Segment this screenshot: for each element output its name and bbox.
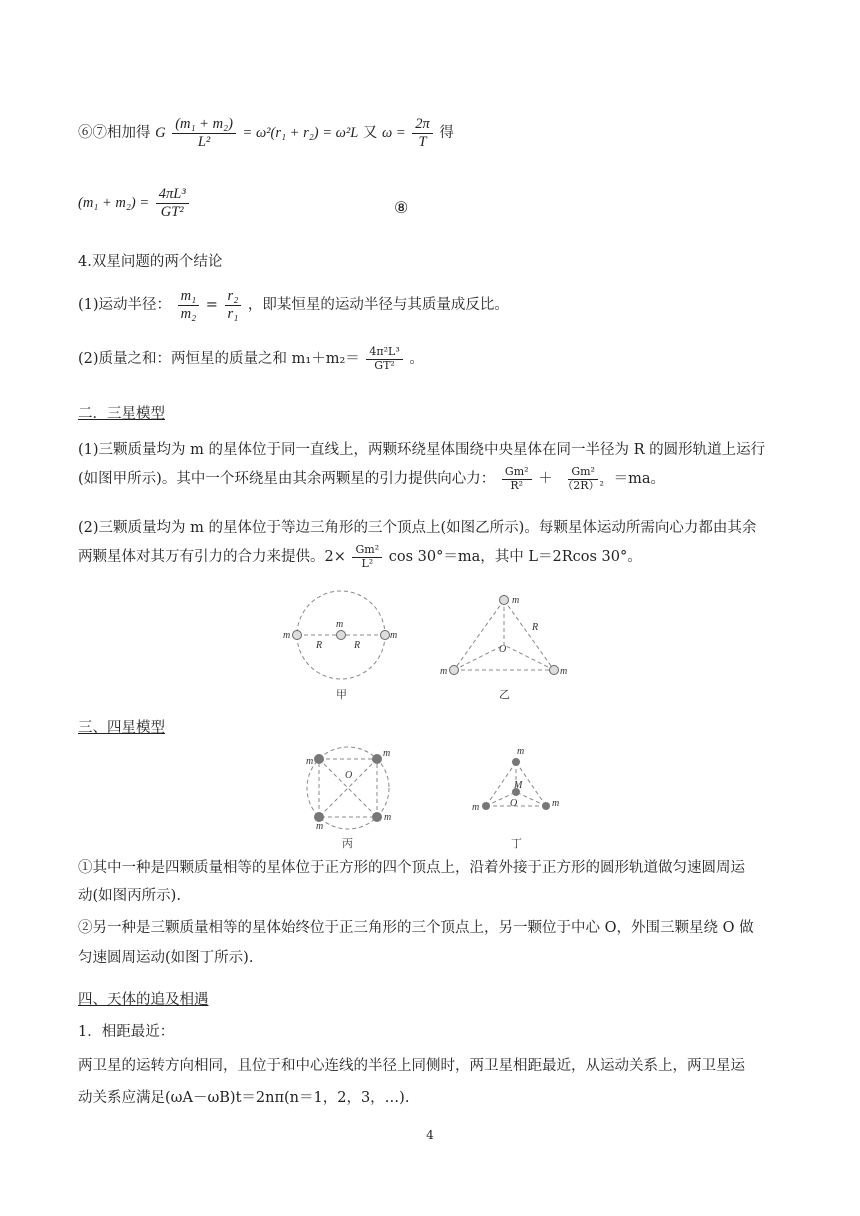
conclusion-2-prefix: (2)质量之和：两恒星的质量之和 m₁＋m₂＝: [78, 351, 360, 368]
formula-mass: [78, 186, 191, 220]
conclusion-1: [78, 288, 509, 322]
section4-title: 4.双星问题的两个结论: [78, 254, 223, 270]
formula-sum-prefix: ⑥⑦相加得: [78, 125, 151, 142]
bing-star-tl: [314, 754, 324, 764]
conclusion-1-left-frac: [178, 288, 200, 322]
bing-star-tr: [372, 754, 382, 764]
bing-caption: 丙: [342, 838, 353, 850]
ding-label-m-top: m: [517, 746, 525, 757]
jia-label-m-center: m: [336, 619, 344, 630]
formula-sum-den: L²: [197, 133, 211, 150]
yi-label-O: O: [499, 644, 507, 655]
ding-label-m-right: m: [552, 798, 560, 809]
yi-star-left: [450, 666, 459, 675]
yi-radius-right: [504, 645, 554, 670]
yi-caption: 乙: [499, 689, 510, 701]
three-p1-line1: (1)三颗质量均为 m 的星体位于同一直线上，两颗环绕星体围绕中央星体在同一半径为 R 的圆形轨道上运行: [78, 442, 766, 458]
jia-label-R-right: R: [354, 640, 361, 651]
bing-label-m-tl: m: [306, 756, 314, 767]
ding-label-O: O: [510, 798, 518, 809]
yi-side-right: [504, 600, 554, 670]
heading-chase: 四、天体的追及相遇: [78, 992, 209, 1008]
conclusion-2-frac: [366, 346, 402, 372]
yi-label-m-left: m: [440, 666, 448, 677]
formula-mass-num: 4πL³: [156, 186, 189, 204]
bing-square: [319, 759, 377, 817]
formula-sum-rhs: = ω²(r₁ + r₂) = ω²L: [242, 125, 359, 142]
yi-star-top: [500, 596, 509, 605]
yi-side-left: [454, 600, 507, 670]
conclusion-1-prefix: (1)运动半径：: [78, 297, 172, 314]
formula-omega-fraction: [412, 116, 433, 150]
jia-label-R-left: R: [316, 640, 323, 651]
chase-sub1: 1．相距最近：: [78, 1024, 175, 1040]
ding-star-left: [482, 802, 490, 810]
three-f2: [559, 466, 607, 492]
three-p1-line2: [78, 466, 665, 492]
three-p2-frac: [352, 544, 382, 570]
bing-diagonal-2: [319, 759, 377, 817]
formula-sum-get: 得: [439, 125, 454, 142]
formula-sum-G: G: [155, 125, 166, 142]
conclusion-1-right-frac: [225, 288, 242, 322]
conclusion-1-eq: =: [205, 297, 218, 314]
three-p2-line2b: cos 30°＝ma，其中 L＝2Rcos 30°。: [388, 549, 642, 566]
formula-sum-omega: ω =: [382, 125, 406, 142]
conclusion-2-num: 4π²L³: [366, 346, 402, 360]
jia-label-m-right: m: [390, 630, 398, 641]
formula-mass-fraction: [156, 186, 189, 220]
jia-star-right: [381, 631, 390, 640]
heading-three-star: 二．三星模型: [78, 406, 165, 422]
yi-radius-left: [454, 644, 507, 670]
yi-label-m-right: m: [560, 666, 568, 677]
three-f2-den: （2R）²: [562, 478, 604, 492]
bing-label-O: O: [345, 770, 353, 781]
three-f2-num: Gm²: [568, 466, 598, 480]
jia-star-center: [337, 631, 346, 640]
formula-sum-fraction: [172, 116, 236, 150]
ding-caption: 丁: [511, 838, 522, 850]
conclusion-1-left-den: m₂: [180, 305, 197, 322]
figure-yi: [436, 590, 576, 706]
page-number: 4: [426, 1128, 434, 1142]
formula-tag: ⑧: [394, 198, 409, 217]
three-p2-line1: (2)三颗质量均为 m 的星体位于等边三角形的三个顶点上(如图乙所示)。每颗星体运动所需向心力都由其余: [78, 520, 757, 536]
yi-label-m-top: m: [512, 595, 520, 606]
formula-mass-den: GT²: [160, 203, 184, 220]
bing-label-m-bl: m: [316, 821, 324, 832]
formula-sum-num: (m₁ + m₂): [172, 116, 236, 134]
bing-diagonal-1: [319, 759, 377, 817]
three-p2-line2a: 两颗星体对其万有引力的合力来提供。2×: [78, 549, 346, 566]
three-f-end: ＝ma。: [613, 471, 665, 488]
three-f1: [502, 466, 532, 492]
three-f1-num: Gm²: [502, 466, 532, 480]
figure-jia: [276, 590, 406, 706]
conclusion-1-right-den: r₁: [227, 305, 239, 322]
formula-sum: [78, 116, 454, 150]
three-p2-line2: [78, 544, 642, 570]
four-p2-line2: 匀速圆周运动(如图丁所示).: [78, 950, 254, 966]
jia-label-m-left: m: [283, 630, 291, 641]
bing-label-m-tr: m: [383, 748, 391, 759]
ding-label-M: M: [514, 780, 523, 791]
formula-omega-den: T: [418, 133, 427, 150]
conclusion-1-text: ，即某恒星的运动半径与其质量成反比。: [247, 297, 509, 314]
four-p2-line1: ②另一种是三颗质量相等的星体始终位于正三角形的三个顶点上，另一颗位于中心 O，外围三颗星绕 O 做: [78, 920, 754, 936]
three-p2-den: L²: [361, 556, 374, 570]
heading-four-star: 三、四星模型: [78, 720, 165, 736]
conclusion-1-right-num: r₂: [225, 288, 242, 306]
four-p1-line2: 动(如图丙所示).: [78, 888, 181, 904]
yi-label-R: R: [532, 622, 539, 633]
ding-label-m-left: m: [472, 802, 480, 813]
jia-star-left: [293, 631, 302, 640]
conclusion-2-suffix: 。: [409, 351, 424, 368]
four-p1-line1: ①其中一种是四颗质量相等的星体位于正方形的四个顶点上，沿着外接于正方形的圆形轨道做匀速圆周运: [78, 860, 745, 876]
conclusion-1-left-num: m₁: [178, 288, 200, 306]
yi-star-right: [550, 666, 559, 675]
formula-sum-also: 又: [362, 125, 378, 142]
three-p1-line2-text: (如图甲所示)。其中一个环绕星由其余两颗星的引力提供向心力：: [78, 471, 496, 488]
chase-p1-line2: 动关系应满足(ωA－ωB)t＝2nπ(n＝1，2，3，…).: [78, 1090, 410, 1106]
ding-star-right: [542, 802, 550, 810]
three-p2-num: Gm²: [352, 544, 382, 558]
figure-ding: [468, 744, 568, 852]
three-plus: ＋: [538, 471, 553, 488]
ding-star-top: [512, 758, 520, 766]
bing-label-m-br: m: [384, 812, 392, 823]
bing-star-br: [372, 812, 382, 822]
formula-omega-num: 2π: [412, 116, 433, 134]
conclusion-2-den: GT²: [374, 358, 395, 372]
jia-caption: 甲: [336, 689, 347, 701]
three-f1-den: R²: [510, 478, 524, 492]
conclusion-2: [78, 346, 424, 372]
formula-mass-lhs: (m₁ + m₂) =: [78, 195, 150, 212]
figure-bing: [298, 744, 398, 852]
chase-p1-line1: 两卫星的运转方向相同，且位于和中心连线的半径上同侧时，两卫星相距最近，从运动关系上，两卫星运: [78, 1058, 745, 1074]
